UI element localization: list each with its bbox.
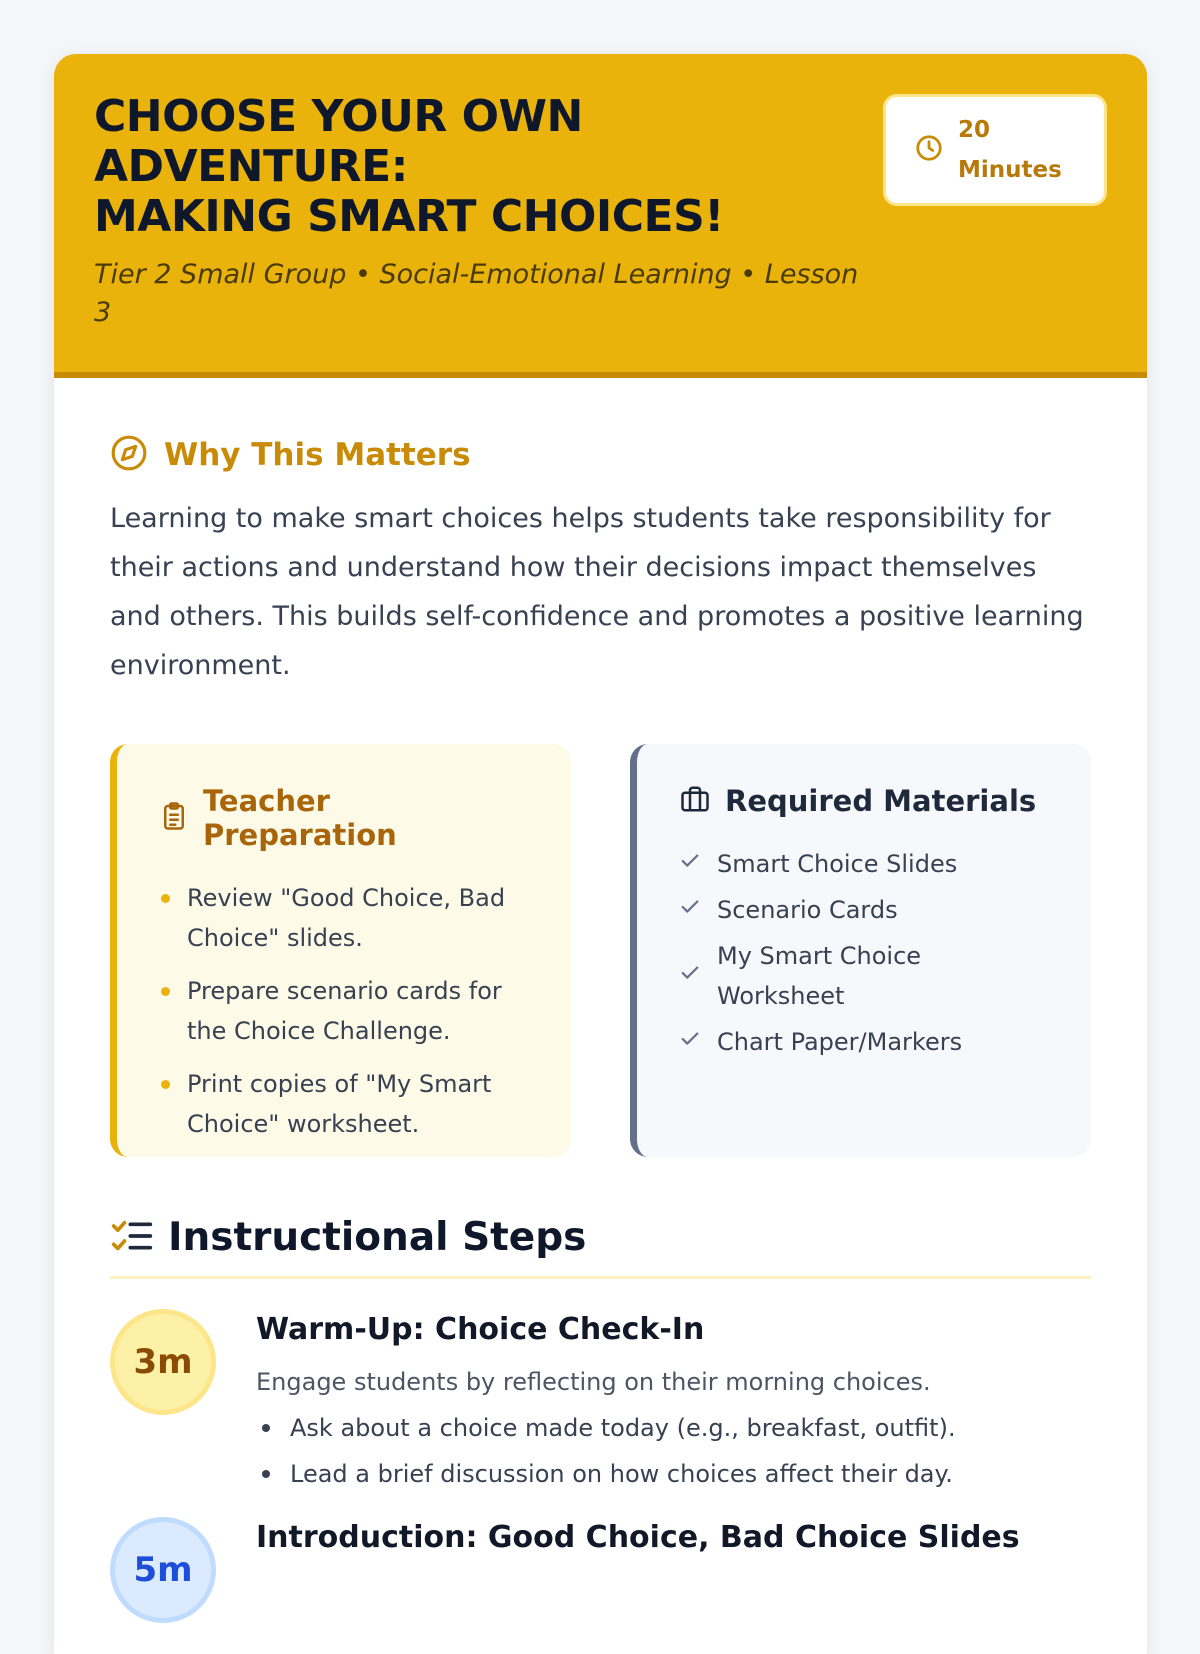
check-icon <box>679 1022 717 1062</box>
steps-heading-row <box>110 1215 1091 1279</box>
duration-label: 20 Minutes <box>958 117 1062 183</box>
check-icon <box>679 956 717 996</box>
teacher-prep-box <box>110 744 571 1157</box>
prep-item-text: Review "Good Choice, Bad Choice" slides. <box>187 884 506 952</box>
material-item-text: Chart Paper/Markers <box>717 1028 963 1056</box>
list-item <box>679 844 1051 884</box>
materials-box <box>630 744 1091 1157</box>
step-time-badge: 3m <box>110 1309 216 1415</box>
material-item-text: My Smart Choice Worksheet <box>717 942 922 1010</box>
list-item <box>256 1411 1091 1445</box>
list-item <box>679 1022 1051 1062</box>
step-bullet-text: Ask about a choice made today (e.g., breakfast, outfit). <box>290 1414 956 1442</box>
teacher-prep-list <box>159 878 531 1144</box>
material-item-text: Smart Choice Slides <box>717 850 958 878</box>
lesson-card <box>54 54 1147 1654</box>
teacher-prep-heading-row <box>159 784 531 852</box>
step-time-badge: 5m <box>110 1517 216 1623</box>
steps-heading: Instructional Steps <box>168 1215 587 1260</box>
compass-icon <box>110 434 148 476</box>
list-item <box>159 1064 531 1144</box>
step-bullet-text: Lead a brief discussion on how choices affect their day. <box>290 1460 953 1488</box>
prep-materials-row <box>110 744 1091 1157</box>
briefcase-icon <box>679 784 711 818</box>
clock-icon <box>914 133 944 167</box>
step-title: Warm-Up: Choice Check-In <box>256 1312 705 1347</box>
list-item <box>679 890 1051 930</box>
lesson-content <box>54 434 1147 1590</box>
why-heading: Why This Matters <box>164 437 471 473</box>
step-title: Introduction: Good Choice, Bad Choice Slides <box>256 1520 1020 1555</box>
step-item <box>110 1517 1091 1590</box>
list-item <box>679 936 1051 1016</box>
bullet-dot <box>161 894 170 903</box>
why-heading-row <box>110 434 1091 476</box>
bullet-dot <box>262 1424 270 1432</box>
check-icon <box>679 844 717 884</box>
check-icon <box>679 890 717 930</box>
materials-heading-row <box>679 784 1051 818</box>
step-bullets <box>256 1411 1091 1491</box>
why-body: Learning to make smart choices helps students take responsibility for their actions and understand how their decisions impact themselves and others. This builds self-confidence and promotes a positive learning environment. <box>110 503 1084 681</box>
teacher-prep-heading: Teacher Preparation <box>203 784 397 852</box>
prep-item-text: Print copies of "My Smart Choice" worksheet. <box>187 1070 492 1138</box>
list-item <box>256 1457 1091 1491</box>
materials-heading: Required Materials <box>725 784 1037 818</box>
material-item-text: Scenario Cards <box>717 896 898 924</box>
step-description: Engage students by reflecting on their morning choices. <box>256 1368 931 1396</box>
lesson-subtitle: Tier 2 Small Group • Social-Emotional Learning • Lesson 3 <box>94 259 859 328</box>
prep-item-text: Prepare scenario cards for the Choice Challenge. <box>187 977 502 1045</box>
materials-list <box>679 844 1051 1062</box>
bullet-dot <box>161 987 170 996</box>
clipboard-icon <box>159 801 189 835</box>
list-item <box>159 971 531 1051</box>
lesson-title: CHOOSE YOUR OWN ADVENTURE: MAKING SMART CHOICES! <box>94 91 724 242</box>
list-item <box>159 878 531 958</box>
bullet-dot <box>161 1080 170 1089</box>
duration-badge <box>883 94 1107 206</box>
checklist-icon <box>110 1216 154 1260</box>
lesson-header <box>54 54 1147 378</box>
step-item <box>110 1309 1091 1491</box>
bullet-dot <box>262 1470 270 1478</box>
